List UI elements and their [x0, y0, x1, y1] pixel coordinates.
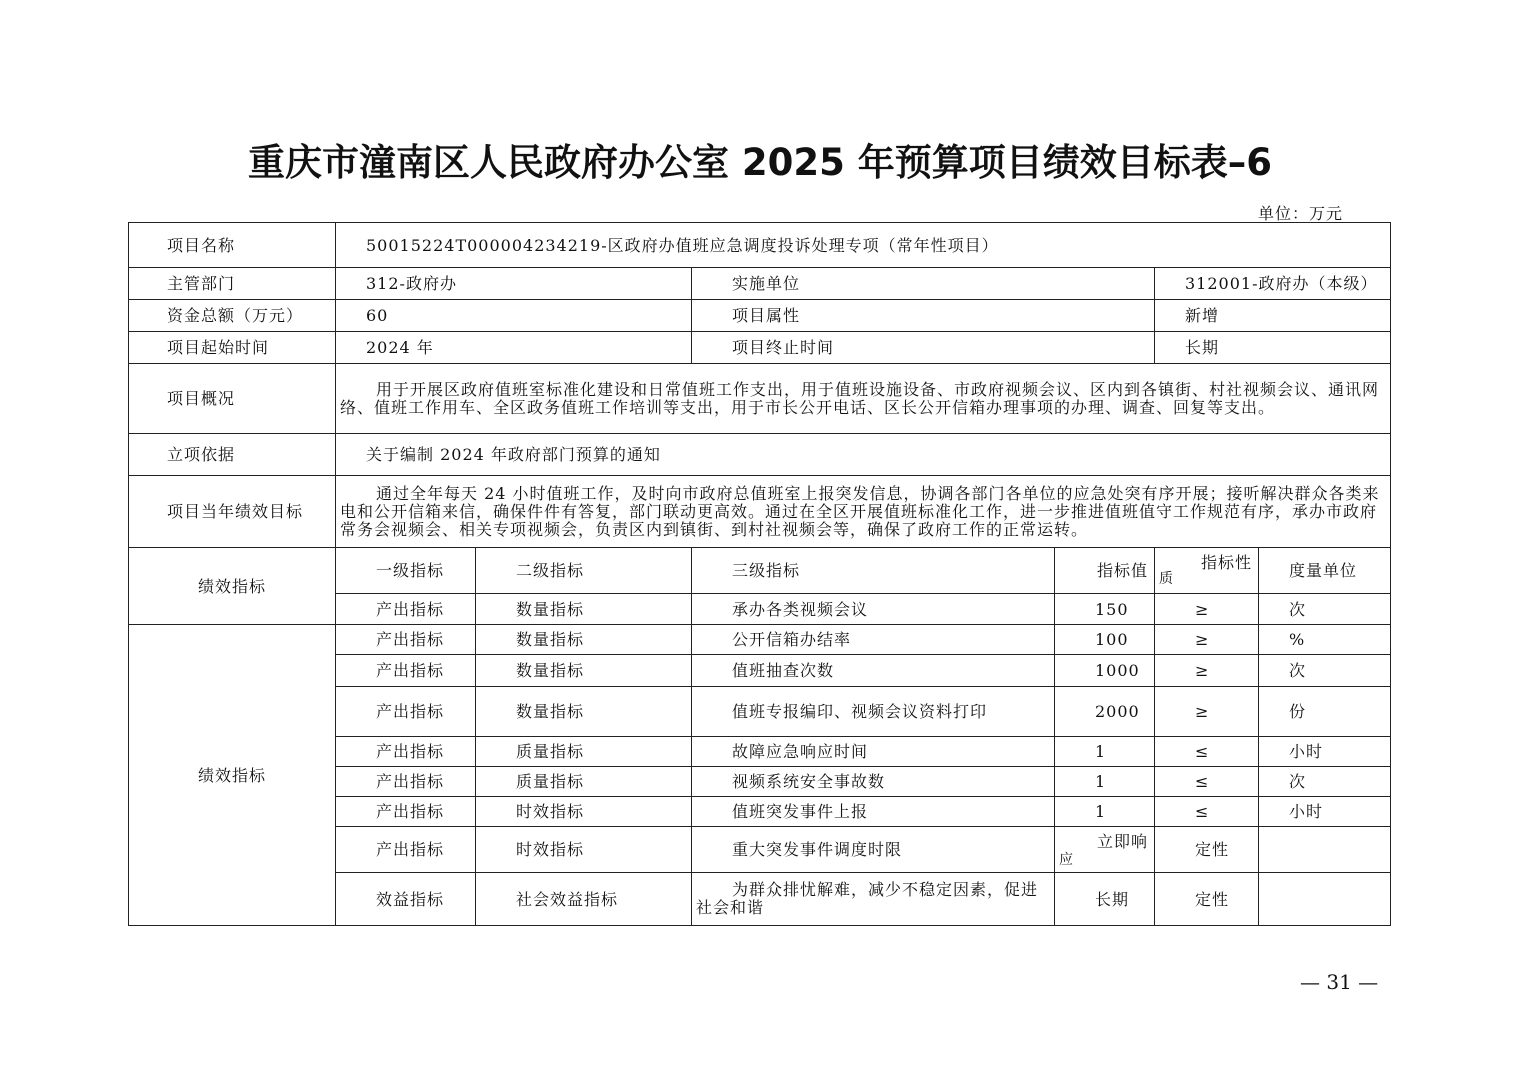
goal-value: 通过全年每天 24 小时值班工作，及时向市政府总值班室上报突发信息，协调各部门各单位的应急处突有序开展；接听解决群众各类来电和公开信箱来信，确保件件有答复，部门联动更高效。通过在全区开展值班标准化工作，进一步推进值班值守工作规范有序，承办市政府常务会视频会、相关专项视频会，负责区内到镇街、到村社视频会等，确保了政府工作的正常运转。	[336, 476, 1391, 548]
row7-l1: 产出指标	[336, 827, 476, 873]
header-nature-line1: 指标性	[1200, 552, 1252, 572]
header-level1: 一级指标	[336, 548, 476, 594]
header-level2: 二级指标	[476, 548, 692, 594]
row7-value-line2: 应	[1059, 851, 1074, 868]
row2-value: 1000	[1055, 655, 1155, 687]
unit-label: 单位：万元	[1258, 204, 1344, 223]
row1-l1: 产出指标	[336, 625, 476, 655]
row4-l2: 质量指标	[476, 737, 692, 767]
header-level3: 三级指标	[692, 548, 1055, 594]
row4-nature: ≤	[1155, 737, 1259, 767]
project-name-label: 项目名称	[129, 223, 336, 268]
row8-l1: 效益指标	[336, 873, 476, 926]
row6-nature: ≤	[1155, 797, 1259, 827]
row7-value-line1: 立即响	[1096, 831, 1148, 851]
row-goal	[129, 476, 1391, 548]
impl-label: 实施单位	[692, 268, 1155, 300]
row0-nature: ≥	[1155, 594, 1259, 625]
row-overview	[129, 364, 1391, 434]
row-project-name	[129, 223, 1391, 268]
page-number: — 31 —	[1300, 970, 1379, 994]
end-label: 项目终止时间	[692, 332, 1155, 364]
row2-l2: 数量指标	[476, 655, 692, 687]
row4-value: 1	[1055, 737, 1155, 767]
basis-value: 关于编制 2024 年政府部门预算的通知	[336, 434, 1391, 476]
row8-value: 长期	[1055, 873, 1155, 926]
start-value: 2024 年	[336, 332, 692, 364]
row8-l3: 为群众排忧解难，减少不稳定因素，促进社会和谐	[692, 873, 1055, 926]
start-label: 项目起始时间	[129, 332, 336, 364]
row2-l3: 值班抽查次数	[692, 655, 1055, 687]
row6-l1: 产出指标	[336, 797, 476, 827]
row7-unit	[1259, 827, 1391, 873]
row3-value: 2000	[1055, 687, 1155, 737]
row3-l1: 产出指标	[336, 687, 476, 737]
dept-value: 312-政府办	[336, 268, 692, 300]
row5-l3: 视频系统安全事故数	[692, 767, 1055, 797]
row3-unit: 份	[1259, 687, 1391, 737]
row0-unit: 次	[1259, 594, 1391, 625]
row4-l3: 故障应急响应时间	[692, 737, 1055, 767]
fund-label: 资金总额（万元）	[129, 300, 336, 332]
row7-value	[1055, 827, 1155, 873]
row8-l2: 社会效益指标	[476, 873, 692, 926]
row7-nature: 定性	[1155, 827, 1259, 873]
row-dates	[129, 332, 1391, 364]
row5-unit: 次	[1259, 767, 1391, 797]
row0-l3: 承办各类视频会议	[692, 594, 1055, 625]
row2-nature: ≥	[1155, 655, 1259, 687]
indicator-header-row	[129, 548, 1391, 594]
header-nature-line2: 质	[1159, 570, 1174, 587]
header-value: 指标值	[1055, 548, 1155, 594]
row8-unit	[1259, 873, 1391, 926]
row1-value: 100	[1055, 625, 1155, 655]
row2-l1: 产出指标	[336, 655, 476, 687]
row7-l3: 重大突发事件调度时限	[692, 827, 1055, 873]
row7-l2: 时效指标	[476, 827, 692, 873]
attr-value: 新增	[1155, 300, 1391, 332]
row5-l2: 质量指标	[476, 767, 692, 797]
row8-nature: 定性	[1155, 873, 1259, 926]
project-name-value: 50015224T000004234219-区政府办值班应急调度投诉处理专项（常年性项目）	[336, 223, 1391, 268]
indicator-section-label-2: 绩效指标	[129, 625, 336, 926]
header-unit: 度量单位	[1259, 548, 1391, 594]
overview-value: 用于开展区政府值班室标准化建设和日常值班工作支出，用于值班设施设备、市政府视频会议、区内到各镇街、村社视频会议、通讯网络、值班工作用车、全区政务值班工作培训等支出，用于市长公开电话、区长公开信箱办理事项的办理、调查、回复等支出。	[336, 364, 1391, 434]
row0-l2: 数量指标	[476, 594, 692, 625]
row6-l2: 时效指标	[476, 797, 692, 827]
row-basis	[129, 434, 1391, 476]
performance-table	[128, 222, 1391, 926]
basis-label: 立项依据	[129, 434, 336, 476]
row5-nature: ≤	[1155, 767, 1259, 797]
table-row	[129, 625, 1391, 655]
row5-l1: 产出指标	[336, 767, 476, 797]
row3-l2: 数量指标	[476, 687, 692, 737]
attr-label: 项目属性	[692, 300, 1155, 332]
fund-value: 60	[336, 300, 692, 332]
row6-unit: 小时	[1259, 797, 1391, 827]
end-value: 长期	[1155, 332, 1391, 364]
row3-l3: 值班专报编印、视频会议资料打印	[692, 687, 1055, 737]
row6-value: 1	[1055, 797, 1155, 827]
overview-label: 项目概况	[129, 364, 336, 434]
row-dept	[129, 268, 1391, 300]
dept-label: 主管部门	[129, 268, 336, 300]
row0-l1: 产出指标	[336, 594, 476, 625]
row4-unit: 小时	[1259, 737, 1391, 767]
row6-l3: 值班突发事件上报	[692, 797, 1055, 827]
indicator-section-label: 绩效指标	[129, 548, 336, 625]
row4-l1: 产出指标	[336, 737, 476, 767]
row1-unit: %	[1259, 625, 1391, 655]
row2-unit: 次	[1259, 655, 1391, 687]
row0-value: 150	[1055, 594, 1155, 625]
header-nature	[1155, 548, 1259, 594]
row5-value: 1	[1055, 767, 1155, 797]
row-fund	[129, 300, 1391, 332]
row3-nature: ≥	[1155, 687, 1259, 737]
row1-l3: 公开信箱办结率	[692, 625, 1055, 655]
row1-nature: ≥	[1155, 625, 1259, 655]
row1-l2: 数量指标	[476, 625, 692, 655]
impl-value: 312001-政府办（本级）	[1155, 268, 1391, 300]
page-title: 重庆市潼南区人民政府办公室 2025 年预算项目绩效目标表–6	[248, 141, 1272, 184]
goal-label: 项目当年绩效目标	[129, 476, 336, 548]
